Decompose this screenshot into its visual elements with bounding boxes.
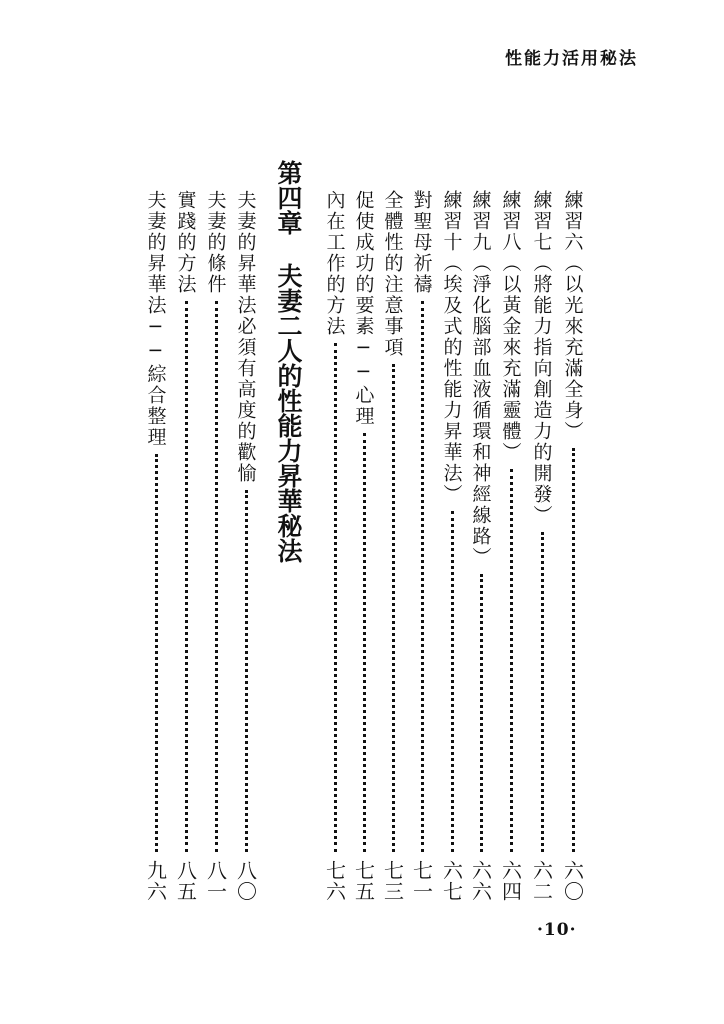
page-number: ·10· <box>537 920 577 940</box>
chapter-number: 第四章 <box>274 160 303 235</box>
toc-entry <box>530 190 554 902</box>
toc-entry-page: 七六 <box>322 860 347 902</box>
toc-entry-title: 內在工作的方法 <box>323 190 346 337</box>
toc-entry-page: 六七 <box>439 860 464 902</box>
toc-entry-page: 六二 <box>529 860 554 902</box>
toc-entry <box>204 190 228 902</box>
dot-leader <box>215 301 218 852</box>
toc-entry-page: 七三 <box>380 860 405 902</box>
toc-entry-title: 全體性的注意事項 <box>381 190 404 358</box>
dot-leader <box>392 364 395 852</box>
dot-leader <box>363 433 366 852</box>
dot-leader <box>480 574 483 852</box>
toc-entry-title: 夫妻的昇華法必須有高度的歡愉 <box>234 190 257 484</box>
toc-entry-page: 八五 <box>173 860 198 902</box>
dot-leader <box>334 343 337 852</box>
toc-entry-title: 練習六︵以光來充滿全身︶ <box>561 190 584 442</box>
toc-entry-title: 促使成功的要素──心理 <box>352 190 375 427</box>
toc-entry-page: 六六 <box>468 860 493 902</box>
dot-leader <box>451 511 454 852</box>
dot-leader <box>245 490 248 852</box>
chapter-title: 夫妻二人的性能力昇華秘法 <box>274 263 303 563</box>
toc-entry-page: 六〇 <box>560 860 585 902</box>
toc-entry <box>499 190 523 902</box>
toc-entry <box>381 190 405 902</box>
toc-entry-title: 練習十︵埃及式的性能力昇華法︶ <box>440 190 463 505</box>
toc-entry-title: 練習七︵將能力指向創造力的開發︶ <box>530 190 553 526</box>
dot-leader <box>155 454 158 852</box>
toc-entry <box>440 190 464 902</box>
dot-leader <box>185 301 188 852</box>
toc-entry-page: 七一 <box>409 860 434 902</box>
toc-entry-page: 八一 <box>203 860 228 902</box>
toc-entry-title: 夫妻的條件 <box>204 190 227 295</box>
toc-entry <box>234 190 258 902</box>
toc-entry <box>174 190 198 902</box>
toc-entry-page: 八〇 <box>233 860 258 902</box>
toc-entry <box>352 190 376 902</box>
dot-leader <box>510 469 513 852</box>
chapter-heading <box>272 160 306 563</box>
dot-leader <box>421 301 424 852</box>
toc-entry-page: 九六 <box>143 860 168 902</box>
toc-entry-title: 練習九︵淨化腦部血液循環和神經線路︶ <box>469 190 492 568</box>
toc-entry <box>144 190 168 902</box>
toc-entry-title: 夫妻的昇華法──綜合整理 <box>144 190 167 448</box>
running-header: 性能力活用秘法 <box>505 49 638 69</box>
toc-entry-title: 練習八︵以黃金來充滿靈體︶ <box>499 190 522 463</box>
toc-entry-title: 對聖母祈禱 <box>410 190 433 295</box>
toc-entry <box>410 190 434 902</box>
toc-entry-page: 六四 <box>498 860 523 902</box>
toc-entry <box>561 190 585 902</box>
toc-entry <box>469 190 493 902</box>
dot-leader <box>541 532 544 852</box>
toc-entry <box>323 190 347 902</box>
dot-leader <box>572 448 575 852</box>
toc-entry-page: 七五 <box>351 860 376 902</box>
toc-entry-title: 實踐的方法 <box>174 190 197 295</box>
